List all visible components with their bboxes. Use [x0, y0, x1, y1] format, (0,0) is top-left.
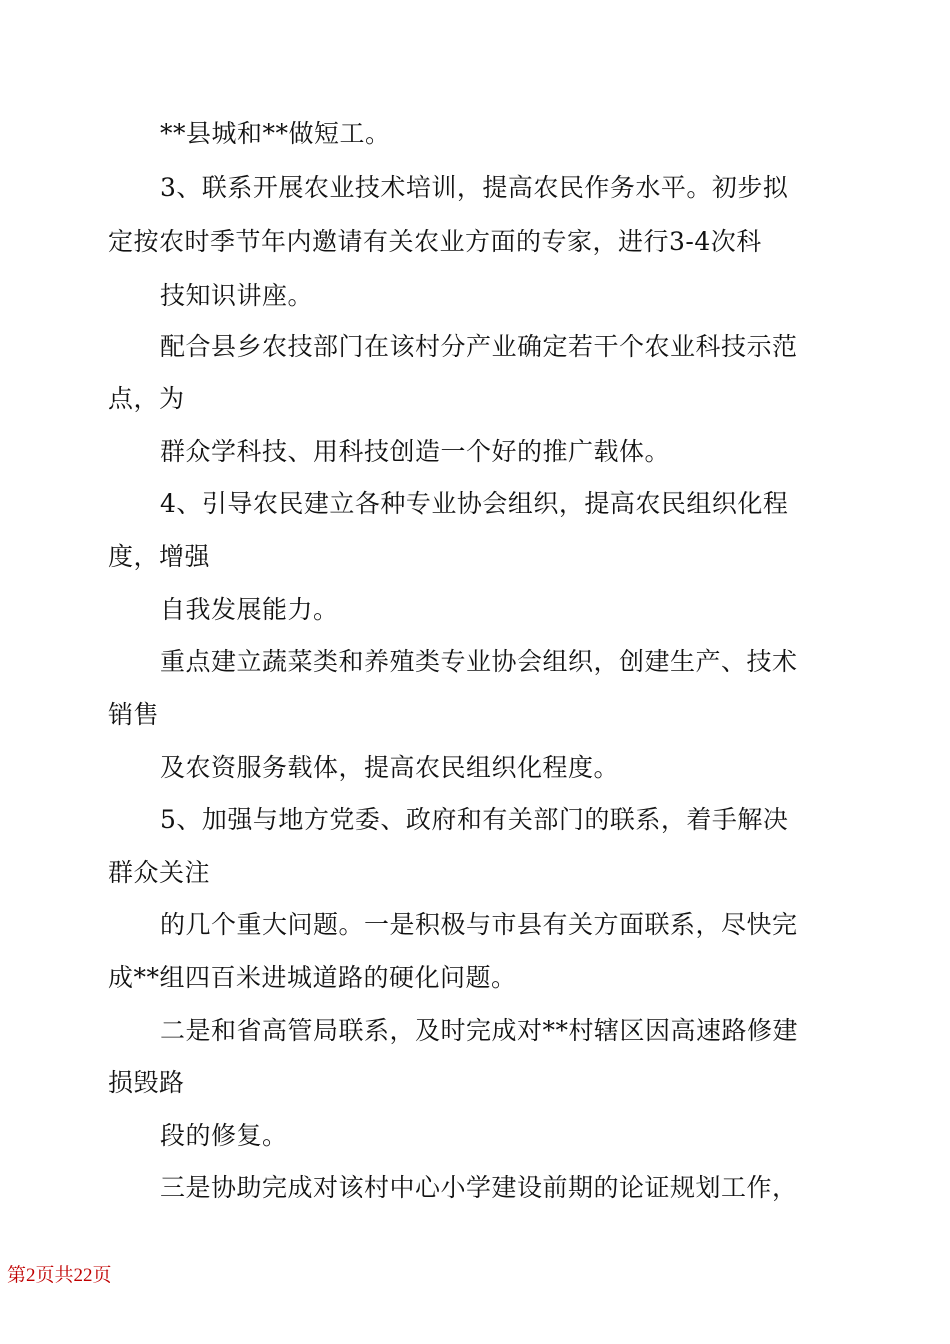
text-line: 销售 — [108, 700, 160, 729]
text-line: 及农资服务载体，提高农民组织化程度。 — [160, 753, 620, 782]
text-line: **县城和**做短工。 — [160, 119, 391, 148]
text-line: 重点建立蔬菜类和养殖类专业协会组织，创建生产、技术 — [160, 647, 798, 676]
text-line: 配合县乡农技部门在该村分产业确定若干个农业科技示范 — [160, 332, 798, 361]
text-line: 技知识讲座。 — [160, 281, 314, 310]
text-line: 3、联系开展农业技术培训，提高农民作务水平。初步拟 — [160, 173, 789, 202]
page-number-footer: 第2页共22页 — [7, 1265, 112, 1286]
text-line: 群众关注 — [108, 858, 211, 887]
text-line: 点，为 — [108, 384, 185, 413]
text-line: 成**组四百米进城道路的硬化问题。 — [108, 963, 517, 992]
text-line: 4、引导农民建立各种专业协会组织，提高农民组织化程 — [160, 489, 789, 518]
text-line: 自我发展能力。 — [160, 595, 339, 624]
text-line: 5、加强与地方党委、政府和有关部门的联系，着手解决 — [160, 805, 789, 834]
text-line: 定按农时季节年内邀请有关农业方面的专家，进行3-4次科 — [108, 227, 762, 256]
text-line: 度，增强 — [108, 542, 211, 571]
text-line: 群众学科技、用科技创造一个好的推广载体。 — [160, 437, 671, 466]
text-line: 三是协助完成对该村中心小学建设前期的论证规划工作， — [160, 1173, 798, 1202]
text-line: 损毁路 — [108, 1068, 185, 1097]
text-line: 段的修复。 — [160, 1121, 288, 1150]
text-line: 二是和省高管局联系，及时完成对**村辖区因高速路修建 — [160, 1016, 799, 1045]
text-line: 的几个重大问题。一是积极与市县有关方面联系，尽快完 — [160, 910, 798, 939]
